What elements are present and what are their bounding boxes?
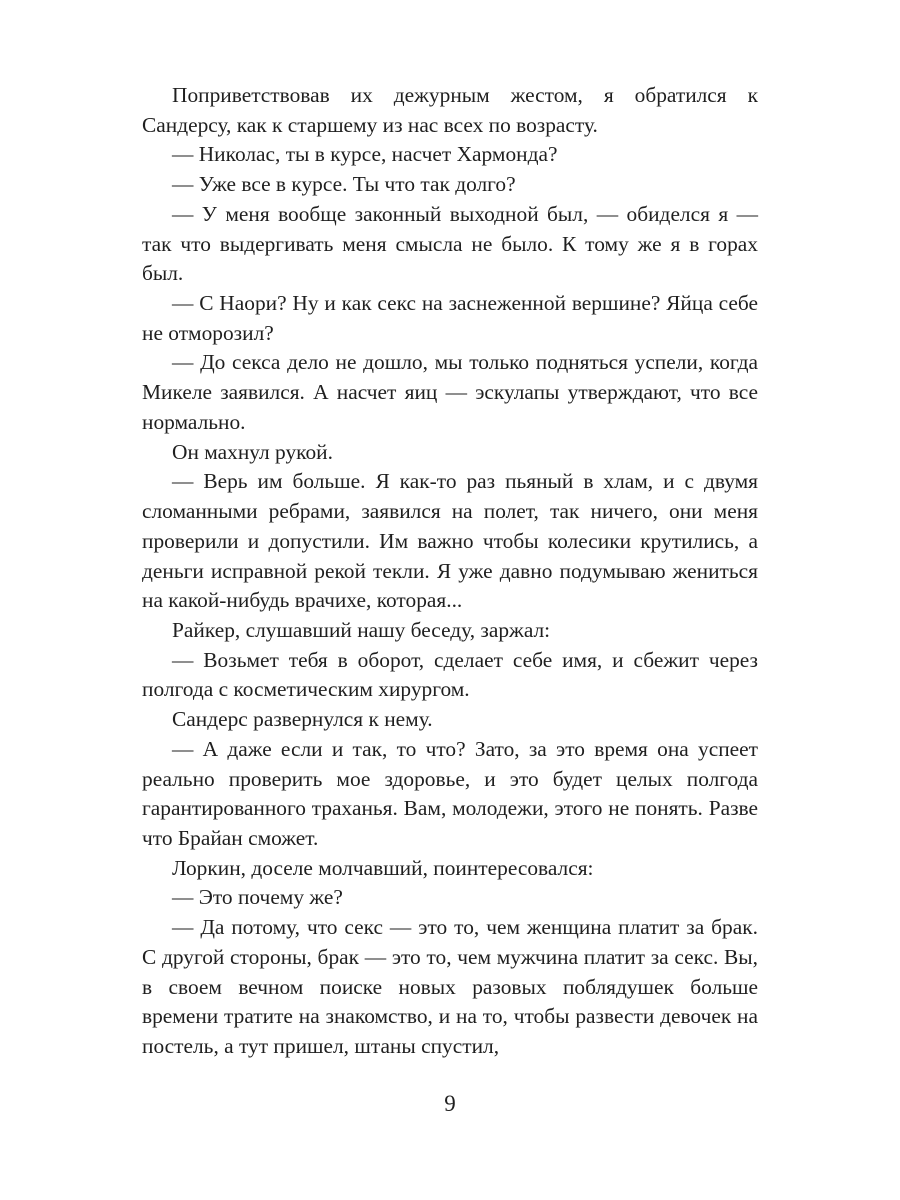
body-text: [142, 81, 758, 1062]
paragraph-6: — До секса дело не дошло, мы только подняться успели, когда Микеле заявился. А насчет яиц — эскулапы утверждают, что все нормально.: [142, 350, 758, 434]
paragraph-4: — У меня вообще законный выходной был, — обиделся я — так что выдергивать меня смысла не было. К тому же я в горах был.: [142, 201, 758, 286]
paragraph-9: Райкер, слушавший нашу беседу, заржал:: [172, 617, 551, 642]
paragraph-2: — Николас, ты в курсе, насчет Хармонда?: [172, 142, 558, 167]
paragraph-15: — Да потому, что секс — это то, чем женщина платит за брак. С другой стороны, брак — это то, чем мужчина платит за секс. Вы, в своем вечном поиске новых разовых поблядушек больше времени тратите на знакомство, и на то, чтобы развести девочек на постель, а тут пришел, штаны спустил,: [142, 915, 758, 1058]
paragraph-5: — С Наори? Ну и как секс на заснеженной вершине? Яйца себе не отморозил?: [142, 291, 758, 345]
paragraph-14: — Это почему же?: [172, 885, 343, 910]
paragraph-8: — Верь им больше. Я как-то раз пьяный в хлам, и с двумя сломанными ребрами, заявился на полет, так ничего, они меня проверили и допустили. Им важно чтобы колесики крутились, а деньги исправной рекой текли. Я уже давно подумываю жениться на какой-нибудь врачихе, которая...: [142, 469, 758, 613]
paragraph-11: Сандерс развернулся к нему.: [172, 707, 433, 732]
paragraph-1: Поприветствовав их дежурным жестом, я обратился к Сандерсу, как к старшему из нас всех по возрасту.: [142, 83, 758, 137]
paragraph-10: — Возьмет тебя в оборот, сделает себе имя, и сбежит через полгода с косметическим хирургом.: [142, 647, 758, 702]
paragraph-12: — А даже если и так, то что? Зато, за это время она успеет реально проверить мое здоровье, и это будет целых полгода гарантированного траханья. Вам, молодежи, этого не понять. Разве что Брайан сможет.: [142, 736, 758, 850]
paragraph-13: Лоркин, доселе молчавший, поинтересовался:: [172, 855, 594, 880]
paragraph-3: — Уже все в курсе. Ты что так долго?: [172, 172, 516, 197]
page-number: 9: [444, 1091, 456, 1116]
paragraph-7: Он махнул рукой.: [172, 439, 333, 464]
